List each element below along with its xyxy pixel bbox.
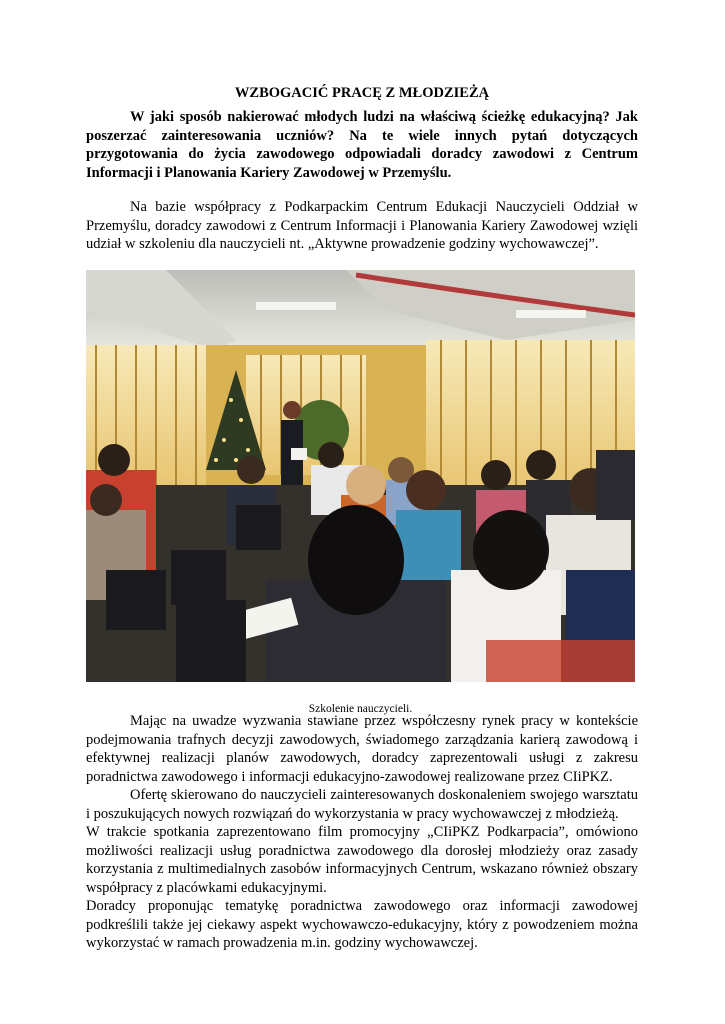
article-body <box>86 712 638 953</box>
training-photo <box>86 270 635 682</box>
article-lead: W jaki sposób nakierować młodych ludzi na właściwą ścieżkę edukacyjną? Jak poszerzać zainteresowania uczniów? Na te wiele innych pytań dotyczących przygotowania do życia zawodowego odpowiadali doradcy zawodowi z Centrum Informacji i Planowania Kariery Zawodowej w Przemyślu. <box>86 109 638 181</box>
paragraph-meeting: W trakcie spotkania zaprezentowano film promocyjny „CIiPKZ Podkarpacia”, omówiono możliwości realizacji usług poradnictwa zawodowego dla dorosłej młodzieży oraz zasady korzystania z multimedialnych zasobów informacyjnych Centrum, wskazano również obszary współpracy z placówkami edukacyjnymi. <box>86 824 638 896</box>
paragraph-intro: Na bazie współpracy z Podkarpackim Centrum Edukacji Nauczycieli Oddział w Przemyślu, doradcy zawodowi z Centrum Informacji i Planowania Kariery Zawodowej wzięli udział w szkoleniu dla nauczycieli nt. „Aktywne prowadzenie godziny wychowawczej”. <box>86 199 638 252</box>
article-top <box>86 84 638 254</box>
paragraph-services: Mając na uwadze wyzwania stawiane przez współczesny rynek pracy w kontekście podejmowania trafnych decyzji zawodowych, świadomego zarządzania karierą zawodową i efektywnej realizacji planów zawodowych, doradcy zaprezentowali usługi z zakresu poradnictwa zawodowego i informacji edukacyjno-zawodowej realizowane przez CIiPKZ. <box>86 713 638 785</box>
paragraph-offer: Ofertę skierowano do nauczycieli zainteresowanych doskonaleniem swojego warsztatu i poszukujących nowych rozwiązań do wykorzystania w pracy wychowawczej z młodzieżą. <box>86 787 638 822</box>
article-title: WZBOGACIĆ PRACĘ Z MŁODZIEŻĄ <box>234 85 490 101</box>
paragraph-conclusion: Doradcy proponując tematykę poradnictwa zawodowego oraz informacji zawodowej podkreślili także jej ciekawy aspekt wychowawczo-edukacyjny, który z powodzeniem można wykorzystać w ramach prowadzenia m.in. godziny wychowawczej. <box>86 898 638 951</box>
photo-caption: Szkolenie nauczycieli. <box>308 702 413 715</box>
